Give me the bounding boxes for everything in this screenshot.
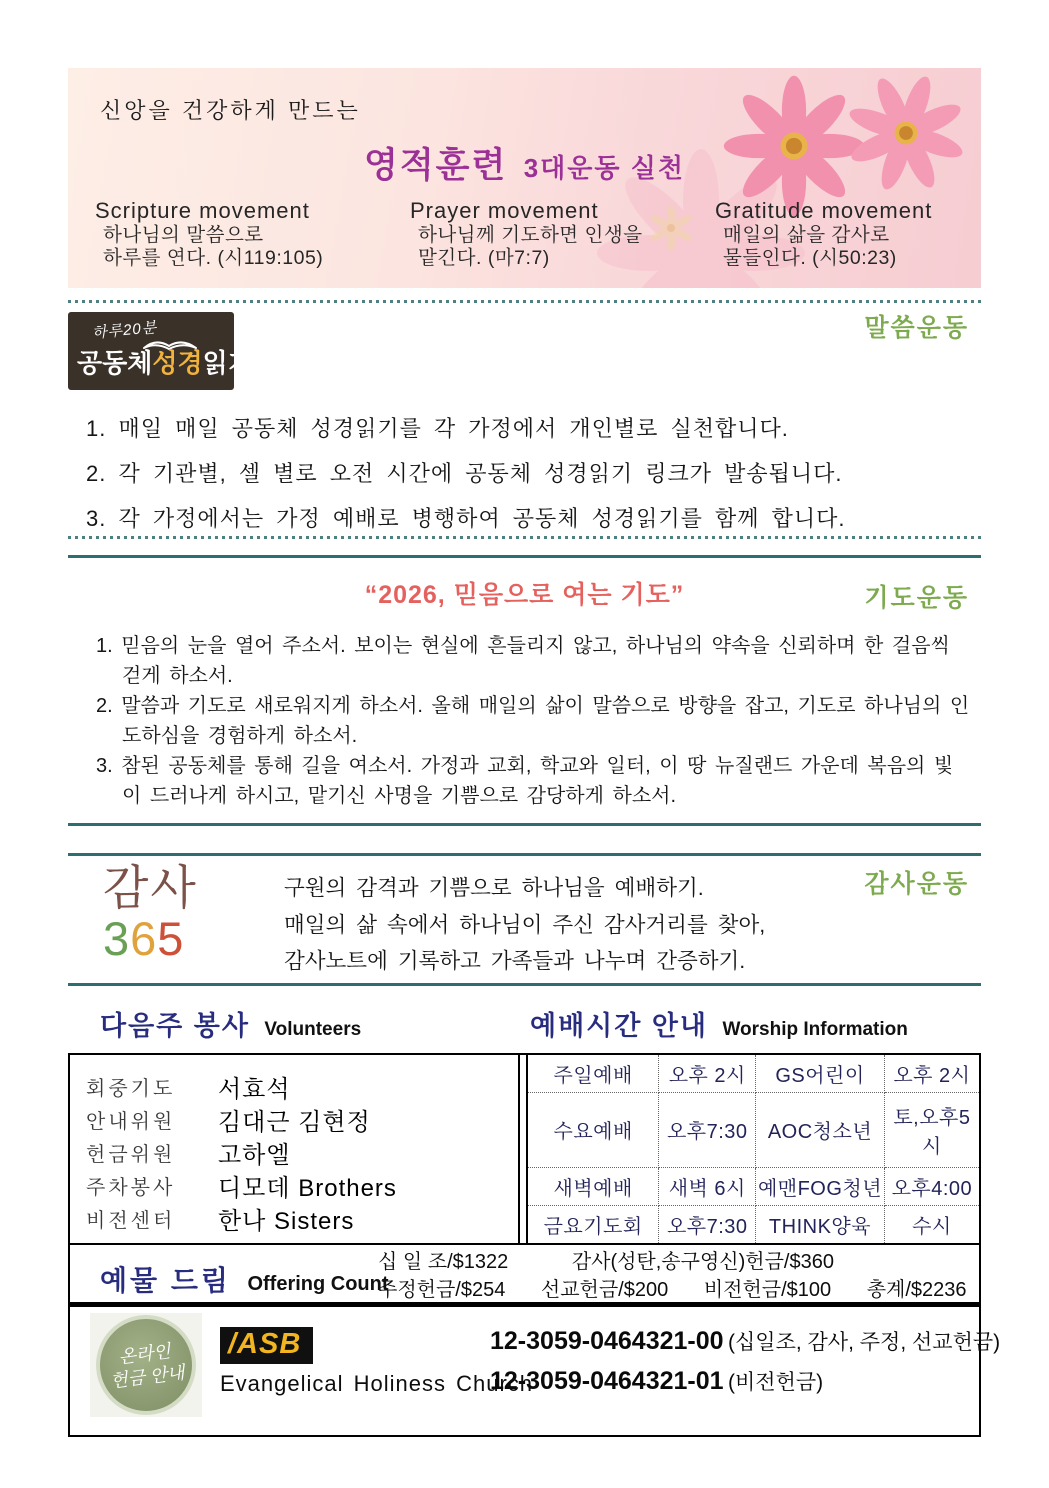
movement-scripture-en: Scripture movement: [95, 198, 310, 223]
logo-part1: 공동체: [77, 348, 153, 378]
online-offering-badge: [90, 1313, 202, 1417]
worship-cell: 수시: [884, 1206, 979, 1244]
online-offering-text: 온라인 헌금 안내: [109, 1340, 186, 1392]
table-row: [528, 1206, 979, 1244]
offering-mission: 선교헌금/$200: [540, 1279, 669, 1301]
movement-prayer-ko2: 맡긴다. (마7:7): [418, 246, 550, 269]
church-name: Evangelical Holiness Church: [220, 1371, 534, 1396]
movement-scripture-ko2: 하루를 연다. (시119:105): [103, 246, 324, 269]
info-block: [68, 1053, 1001, 1437]
banner-title-main: 영적훈련: [364, 146, 508, 185]
banner-tagline: 신앙을 건강하게 만드는: [100, 98, 361, 123]
worship-header: [530, 1004, 908, 1043]
logo-script-text: 하루20분: [91, 319, 158, 342]
table-row: [528, 1167, 979, 1205]
volunteer-name: 디모데 Brothers: [218, 1175, 397, 1202]
volunteer-name: 김대근 김현정: [218, 1109, 371, 1136]
volunteer-name: 한나 Sisters: [218, 1208, 355, 1235]
banner: [68, 68, 981, 288]
account-note-2: (비전헌금): [728, 1371, 824, 1394]
prayer-list: [96, 631, 972, 811]
community-bible-reading-logo: [68, 312, 253, 390]
label-scripture-movement: 말씀운동: [864, 314, 969, 342]
worship-cell: 오후4:00: [884, 1167, 979, 1205]
volunteer-name: 고하엘: [218, 1142, 291, 1169]
movement-prayer: [410, 198, 720, 269]
offering-title-ko: 예물 드림: [100, 1265, 231, 1296]
account-note-1: (십일조, 감사, 주정, 선교헌금): [728, 1331, 1001, 1354]
account-line-2: [490, 1363, 1000, 1403]
gamsa365-logo: [103, 861, 198, 965]
movement-prayer-ko1: 하나님께 기도하면 인생을: [418, 224, 643, 246]
gratitude-line-1: 구원의 감격과 기쁨으로 하나님을 예배하기.: [284, 876, 704, 900]
prayer-item-2: 2. 말씀과 기도로 새로워지게 하소서. 올해 매일의 삶이 말씀으로 방향을 잡고, 기도로 하나님의 인도하심을 경험하게 하소서.: [96, 695, 970, 747]
banner-title: [68, 138, 981, 188]
divider-solid-2: [68, 823, 981, 826]
gamsa365-word: 감사: [103, 861, 198, 914]
offering-line-2: [378, 1276, 967, 1304]
label-prayer-movement: 기도운동: [864, 584, 969, 612]
scripture-list: [86, 406, 846, 541]
worship-title-ko: 예배시간 안내: [530, 1011, 708, 1041]
worship-cell: 오후7:30: [659, 1092, 756, 1167]
account-line-1: [490, 1323, 1000, 1363]
offering-weekly: 주정헌금/$254: [378, 1279, 506, 1301]
worship-cell: 새벽 6시: [659, 1167, 756, 1205]
banner-title-sub: 3대운동 실천: [523, 153, 685, 183]
offering-row: [70, 1245, 979, 1307]
volunteer-role: 헌금위원: [86, 1144, 176, 1166]
movement-scripture-ko1: 하나님의 말씀으로: [103, 224, 264, 246]
prayer-item-1: 1. 믿음의 눈을 열어 주소서. 보이는 현실에 흔들리지 않고, 하나님의 약속을 신뢰하며 한 걸음씩 걷게 하소서.: [96, 635, 950, 687]
offering-title-en: Offering Count: [247, 1273, 389, 1295]
divider-solid-1: [68, 555, 981, 558]
worship-cell: 새벽예배: [528, 1167, 659, 1205]
worship-cell: 수요예배: [528, 1092, 659, 1167]
scripture-item-1: 1. 매일 매일 공동체 성경읽기를 각 가정에서 개인별로 실천합니다.: [86, 416, 789, 441]
worship-cell: GS어린이: [756, 1055, 885, 1092]
gamsa365-digits: 365: [103, 912, 185, 965]
table-row: [86, 1202, 518, 1235]
offering-vision: 비전헌금/$100: [703, 1279, 832, 1301]
volunteer-name: 서효석: [218, 1076, 291, 1103]
volunteer-role: 주차봉사: [86, 1177, 176, 1199]
footer-row: [70, 1307, 1001, 1420]
worship-cell: 금요기도회: [528, 1206, 659, 1244]
worship-cell: AOC청소년: [756, 1092, 885, 1167]
volunteers-header: [100, 1004, 361, 1043]
offering-total: 총계/$2236: [866, 1279, 967, 1301]
gratitude-text: [284, 870, 765, 980]
worship-cell: 오후 2시: [884, 1055, 979, 1092]
offering-line-1: [378, 1248, 967, 1276]
volunteer-role: 안내위원: [86, 1111, 176, 1133]
account-number-1: 12-3059-0464321-00: [490, 1327, 724, 1355]
table-row: [528, 1092, 979, 1167]
scripture-item-3: 3. 각 가정에서는 가정 예배로 병행하여 공동체 성경읽기를 함께 합니다.: [86, 506, 846, 531]
worship-cell: 예맨FOG청년: [756, 1167, 885, 1205]
offering-amounts: [378, 1248, 967, 1304]
prayer-item-3: 3. 참된 공동체를 통해 길을 여소서. 가정과 교회, 학교와 일터, 이 땅 뉴질랜드 가운데 복음의 빛이 드러나게 하시고, 맡기신 사명을 기쁨으로 감당하게 하소서.: [96, 755, 954, 807]
label-gratitude-movement: 감사운동: [864, 870, 969, 898]
offering-tithe: 십 일 조/$1322: [378, 1251, 509, 1273]
table-row: [86, 1169, 518, 1202]
volunteers-table: [70, 1055, 520, 1243]
account-number-2: 12-3059-0464321-01: [490, 1367, 724, 1395]
divider-dotted-bottom: [68, 536, 981, 539]
prayer-heading: “2026, 믿음으로 여는 기도”: [364, 581, 685, 609]
table-row: [86, 1103, 518, 1136]
asb-bank-logo: /ASB: [220, 1327, 313, 1364]
divider-solid-3: [68, 853, 981, 856]
gratitude-line-2: 매일의 삶 속에서 하나님이 주신 감사거리를 찾아,: [284, 912, 766, 937]
volunteer-role: 비전센터: [86, 1210, 176, 1232]
logo-part2: 성경: [152, 348, 203, 378]
tables-row: [70, 1055, 979, 1245]
movement-gratitude: [715, 198, 981, 269]
worship-title-en: Worship Information: [722, 1019, 908, 1040]
movement-gratitude-ko2: 물들인다. (시50:23): [723, 246, 897, 269]
movement-scripture: [95, 198, 405, 269]
table-row: [86, 1070, 518, 1103]
movement-gratitude-ko1: 매일의 삶을 감사로: [723, 224, 890, 246]
movement-gratitude-en: Gratitude movement: [715, 198, 933, 223]
offering-title: [100, 1259, 389, 1299]
volunteers-title-ko: 다음주 봉사: [100, 1011, 250, 1041]
bank-accounts: [490, 1323, 1000, 1403]
logo-part3: 읽기: [202, 348, 253, 378]
scripture-item-2: 2. 각 기관별, 셀 별로 오전 시간에 공동체 성경읽기 링크가 발송됩니다.: [86, 461, 843, 486]
worship-cell: 오후 2시: [659, 1055, 756, 1092]
volunteers-title-en: Volunteers: [264, 1019, 362, 1040]
worship-cell: THINK양육: [756, 1206, 885, 1244]
gratitude-line-3: 감사노트에 기록하고 가족들과 나누며 간증하기.: [284, 949, 746, 973]
online-offering-circle: [96, 1315, 196, 1415]
worship-table: [526, 1055, 979, 1243]
logo-main-text: [77, 343, 253, 380]
divider-solid-4: [68, 983, 981, 986]
offering-thanks: 감사(성탄,송구영신)헌금/$360: [571, 1251, 834, 1273]
table-row: [86, 1136, 518, 1169]
divider-dotted-top: [68, 300, 981, 303]
worship-cell: 토,오후5시: [884, 1092, 979, 1167]
worship-cell: 주일예배: [528, 1055, 659, 1092]
table-row: [528, 1055, 979, 1092]
worship-cell: 오후7:30: [659, 1206, 756, 1244]
volunteer-role: 회중기도: [86, 1078, 176, 1100]
movement-prayer-en: Prayer movement: [410, 198, 599, 223]
